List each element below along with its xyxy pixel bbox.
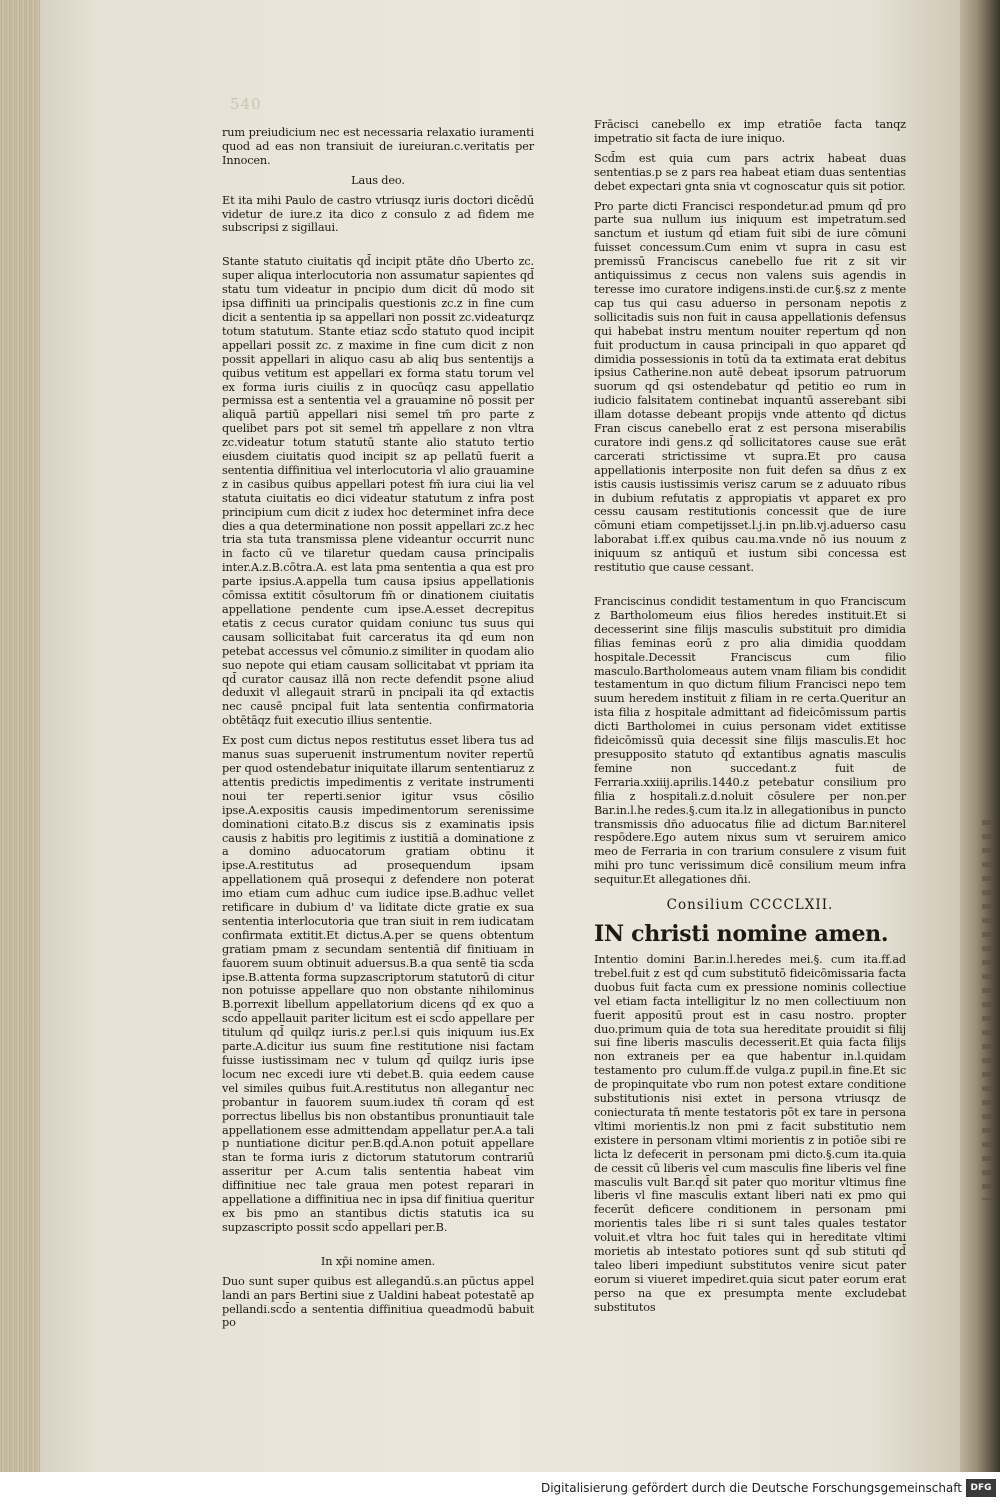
right-text-column xyxy=(594,118,906,1314)
consilium-heading: Consilium CCCCLXII. xyxy=(666,897,834,914)
paragraph: Frācisci canebello ex imp etratiōe facta tanqz impetratio sit facta de iure iniquo. xyxy=(594,118,906,145)
left-text-column xyxy=(222,126,534,1330)
paragraph: Scd̄m est quia cum pars actrix habeat duas sententias.p se z pars rea habeat etiam duas sententias debet expectari gnta snia vt cognoscatur quis sit potior. xyxy=(594,151,906,193)
folio-ghost-number: 540 xyxy=(230,95,262,113)
paragraph: Intentio domini Bar.in.l.heredes mei.§. cum ita.ff.ad trebel.fuit z est qd̄ cum substitutō fideicōmissaria facta duobus fuit facta cum ex pressione nominis collectiue vel etiam facta intelligitur lz no men collectiuum non fuerit appositū prout est in casu nostro. propter duo.primum quia de tota sua hereditate prouidit si filij sui fine liberis masculis decesserit.Et quia facta filijs non extraneis per ea que habentur in.l.quidam testamento pro culum.ff.de vulga.z pupil.in fine.Et sic de propinquitate vbo rum non potest extare conditione substitutionis nisi extet in persona vtriusqz de coniecturata tn̄ mente testatoris pōt ex tare in persona vltimi morientis.lz non pmi z facit substitutio nem existere in personam vltimi morientis z in potiōe sibi re licta lz defecerit in personam pmi dicto.§.cum ita.quia de cessit cū liberis vel cum masculis fine liberis vel fine masculis vult Bar.qd̄ sit pater quo moritur vltimus fine liberis vl fine masculis extant liberi nati ex pmo qui fecerūt deficere conditionem in personam pmi morientis tales libe ri si sunt tales quales testator voluit.et vltra hoc fuit tales qui in hereditate vltimi morietis ab intestato potiores sunt qd̄ sub stituti qd̄ taleo liberi impediunt substitutos venire sicut pater eorum si viueret impediret.quia sicut pater eorum erat perso na que ex presumpta mente excludebat substitutos xyxy=(594,953,906,1314)
paragraph: Franciscinus condidit testamentum in quo Franciscum z Bartholomeum eius filios heredes instituit.Et si decesserint sine filijs masculis substituit pro dimidia filias feminas eorū z pro alia dimidia quoddam hospitale.Decessit Franciscus cum filio masculo.Bartholomeaus autem vnam filiam bis condidit testamentum in quo dictum filium Francisci nepo tem suum heredem instituit z filiam in re certa.Queritur an ista filia z hospitale admittant ad fideicōmissum partis dicti Bartholomei in cuius personam videt extitisse fideicōmissū quia decessit sine filijs masculis.Et hoc presupposito statuto qd̄ extantibus agnatis masculis femine non succedant.z fuit de Ferraria.xxiiij.aprilis.1440.z petebatur consilium pro filia z hospitali.z.d.noluit cōsulere per non.per Bar.in.l.he redes.§.cum ita.lz in allegationibus in puncto transmissis dn̄o aduocatus filie ad dictum Bar.niterel respōdere.Ego autem nixus sum vt seruirem amico meo de Ferraria in con trarium consulere z visum fuit mihi pro tunc verissimum dicē consilium meum infra sequitur.Et allegationes dn̄i. xyxy=(594,595,906,887)
spine-marks xyxy=(982,820,994,1200)
dfg-logo: DFG xyxy=(966,1479,996,1497)
footer-credit: Digitalisierung gefördert durch die Deutsche Forschungsgemeinschaft xyxy=(540,1481,962,1495)
section-heading: In xp̄i nomine amen. xyxy=(320,1254,436,1268)
paragraph: Duo sunt super quibus est allegandū.s.an pūctus appel landi an pars Bertini siue z Ualdini habeat potestatē ap pellandi.scd̄o a sententia diffinitiua queadmodū babuit po xyxy=(222,1274,534,1330)
paragraph: Stante statuto ciuitatis qd̄ incipit ptāte dn̄o Uberto zc. super aliqua interlocutoria non assumatur sapientes qd̄ statu tum videatur in pncipio dum dicit dū modo sit ipsa diffiniti ua principalis questionis zc.z in fine cum dicit a sententia ip sa appellari non possit zc.videaturqz totum statutum. Stante etiaz scd̄o statuto quod incipit appellari possit zc. z maxime in fine cum dicit z non possit appellari in aliquo casu ab aliq bus sententijs a quibus vetitum est appellari ex forma statu torum vel ex forma iuris ciuilis z in quocūqz casu appellatio permissa est a sententia vel a grauamine nō possit per aliquā partiū appellari nisi semel tm̄ pro parte z quelibet pars pot sit semel tm̄ appellare z non vltra zc.videatur totum statutū stante alio statuto tertio eiusdem ciuitatis quod incipit sz ap pellatū fuerit a sententia diffinitiua vel interlocutoria vl alio grauamine z in casibus quibus appellari potest fm̄ iura ciui lia vel statuta ciuitatis eo dici videatur statutum z infra post principium cum dicit z iudex hoc determinet infra dece dies a qua determinatione non possit appellari zc.z hec tria sta tuta transmissa plene videantur occurrit nunc in facto cū ve tilaretur quedam causa principalis inter.A.z.B.cōtra.A. est lata pma sententia a qua est pro parte ipsius.A.appella tum causa ipsius appellationis cōmissa extitit cōsultorum fm̄ or dinationem ciuitatis appellatione pendente cum ipse.A.esset decrepitus etatis z cecus curator quidam coniunc tus suus qui causam sollicitabat fuit carceratus ita qd̄ eum non petebat accessus vel cōmunio.z similiter in quodam alio suo nepote qui etiam causam sollicitabat vt ppriam ita qd̄ curator causaz illā non recte defendit psone aliud deduxit vl allegauit strarū in pncipali ita qd̄ extactis nec causē pncipal fuit lata sententia confirmatoria obtētāqz fuit executio illius sententie. xyxy=(222,255,534,728)
paragraph: Pro parte dicti Francisci respondetur.ad pmum qd̄ pro parte sua nullum ius iniquum est impetratum.sed sanctum et iustum qd̄ etiam fuit sibi de iure cōmuni fuisset concessum.Cum enim vt supra in casu est premissū Franciscus canebello fue rit z sit vir antiquissimus z cecus non valens suis agendis in teresse imo curatore indigens.insti.de cur.§.sz z mente cap tus qui casu aduerso in personam nepotis z sollicitadis suis non fuit in causa appellationis defensus qui habebat instru mentum nouiter repertum qd̄ non fuit productum in causa principali in quo apparet qd̄ dimidia possessionis in totū da ta extimata erat debitus ipsius Catherine.non autē debeat ipsorum patruorum suorum qd̄ qsi ostendebatur qd̄ petitio eo rum in iudicio falsitatem continebat inquantū asserebant sibi illam dotasse debeant propijs vnde attento qd̄ dictus Fran ciscus canebello erat z est persona miserabilis curatore indi gens.z qd̄ sollicitatores cause sue erāt carcerati strictissime vt supra.Et pro causa appellationis interposite non fuit defen sa dn̄us z ex istis causis iustissimis verisz carum se z aduuato ribus in dubium refutatis z appropiatis vt apparet ex pro cessu causam restitutionis concessit que de iure cōmuni etiam competijsset.l.j.in pn.lib.vj.aduerso casu laborabat i.ff.ex quibus cau.ma.vnde nō ius nouum z iniquum sz antiquū et iustum sibi concessa est restitutio que cause cessant. xyxy=(594,199,906,575)
book-binding-edge xyxy=(960,0,1000,1472)
paragraph: Et ita mihi Paulo de castro vtriusqz iuris doctori dicēdū videtur de iure.z ita dico z consulo z ad fidem me subscripsi z sigillaui. xyxy=(222,193,534,235)
paragraph: rum preiudicium nec est necessaria relaxatio iuramenti quod ad eas non transiuit de iureiuran.c.veritatis per Innocen. xyxy=(222,126,534,167)
footer-bar xyxy=(0,1472,1000,1505)
laus-deo-line: Laus deo. xyxy=(351,173,405,187)
christi-nomine-heading: IN christi nomine amen. xyxy=(594,921,889,948)
paragraph: Ex post cum dictus nepos restitutus esset libera tus ad manus suas superuenit instrumentum noviter repertū per quod ostendebatur iniquitate illarum sententiaruz z attentis predictis impedimentis z veritate instrumenti noui ter reperti.senior igitur vsus cōsilio ipse.A.expositis causis impedimentorum serenissime dominationi citato.B.z discus sis z examinatis ipsis causis z habitis pro legitimis z iustitiā a dominatione z a domino aduocatorum gratiam obtinu it ipse.A.restitutus ad prosequendum ipsam appellationem quā prosequi z defendere non poterat imo etiam cum adhuc cum iudice ipse.B.adhuc vellet retificare in dubium d' va liditate dicte gratie ex sua sententia interlocutoria que tran siuit in rem iudicatam confirmata extitit.Et dictus.A.per se quens obtentum gratiam pmam z secundam sententiā dif finitiuam in fauorem suum obtinuit aduersus.B.a qua sentē tia scd̄a ipse.B.attenta forma supzascriptorum statutorū di citur non potuisse appellare quo non obstante nihilominus B.porrexit libellum appellatorium dicens qd̄ ex quo a scd̄o appellauit pariter licitum est ei scd̄o appellare per titulum qd̄ quilqz iuris.z per.l.si quis iniquum ius.Ex parte.A.dicitur ius suum fine restitutione nisi factam fuisse iustissimam nec v tulum qd̄ quilqz iuris ipse locum nec excedi iure vti debet.B. quia eedem cause vel similes quibus fuit.A.restitutus non allegantur nec probantur in fauorem suum.iudex tn̄ coram qd̄ est porrectus libellus bis non obstantibus pronuntiauit tale appellationem esse admittendam appellatur per.A.a tali p nuntiatione dicitur per.B.qd̄.A.non potuit appellare stan te forma iuris z dictorum statutorum contrariū asseritur per A.cum talis sententia habeat vim diffinitiue nec tale graua men potest reparari in appellatione a diffinitiua nec in ipsa dif finitiua queritur ex bis pmo an stantibus dictis statutis ica su supzascripto possit scd̄o appellari per.B. xyxy=(222,734,534,1234)
